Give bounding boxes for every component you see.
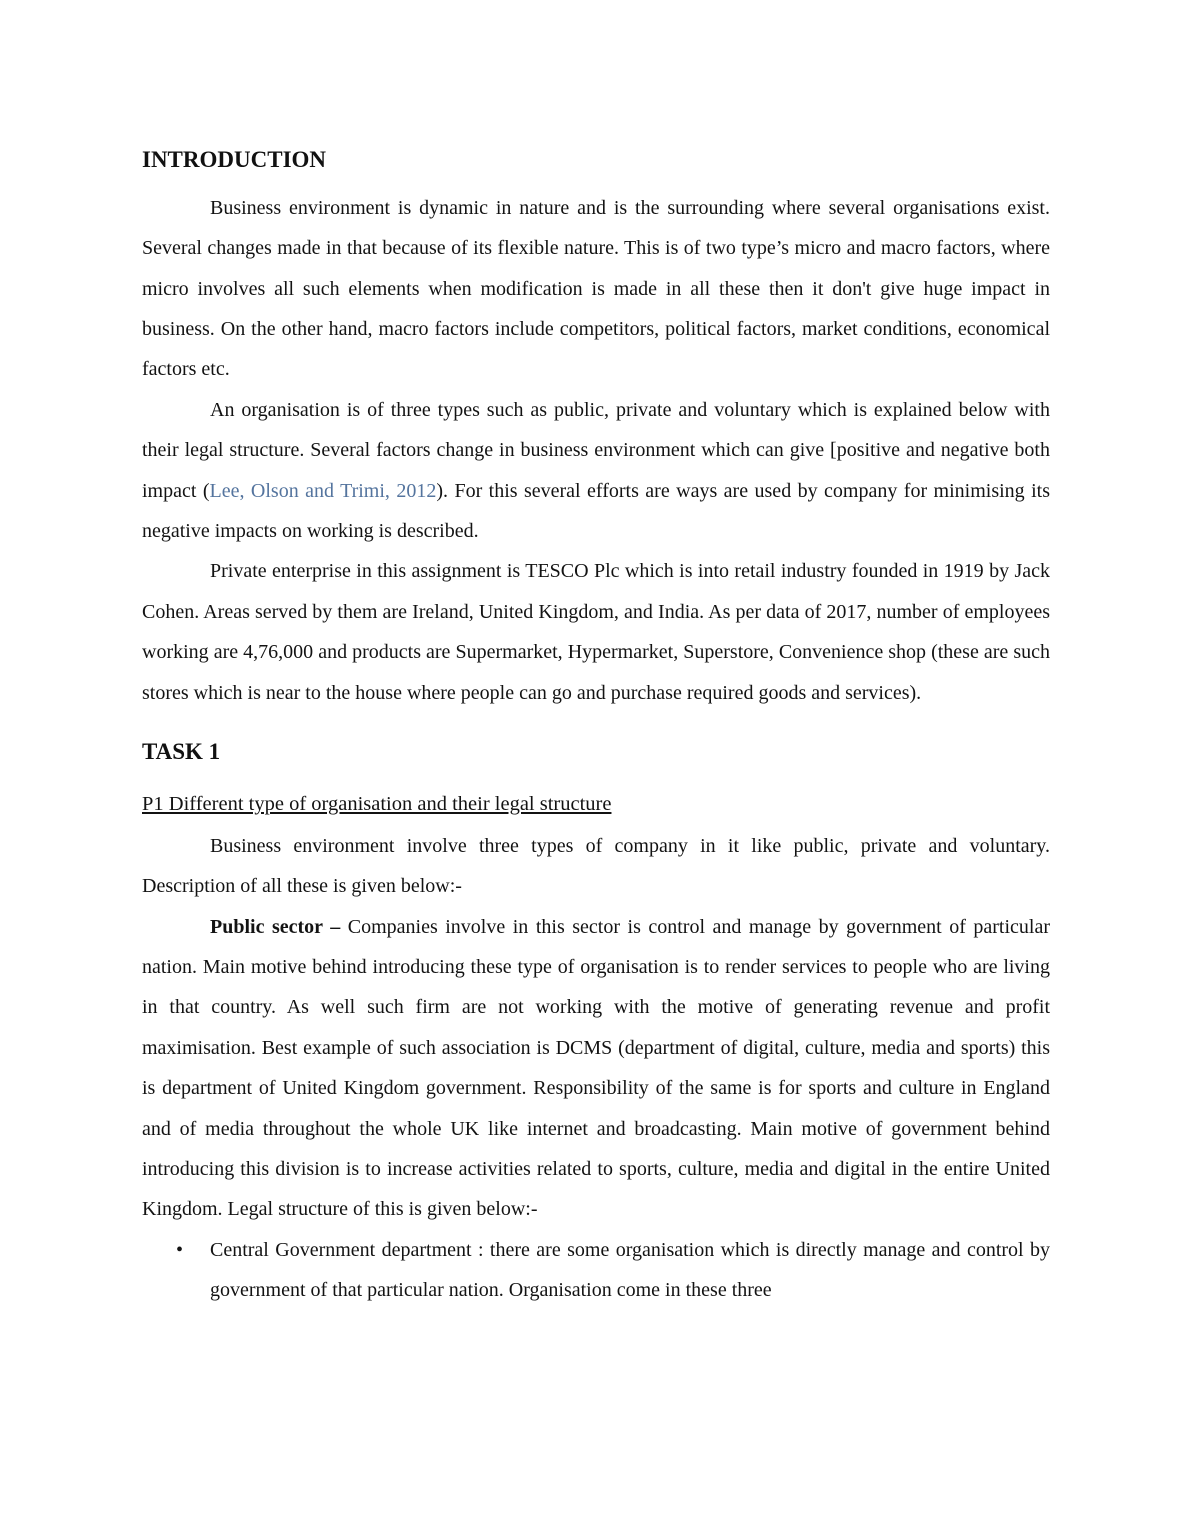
paragraph-text: ). For this several efforts are ways are used by company for minimising its negative impacts on working is described. [142,479,1050,542]
task1-subheading-p1: P1 Different type of organisation and their legal structure [142,792,612,815]
paragraph-text: Business environment involve three types of company in it like public, private and voluntary. Description of all these is given below:- [142,834,1050,898]
paragraph-text: Private enterprise in this assignment is TESCO Plc which is into retail industry founded in 1919 by Jack Cohen. Areas served by them are Ireland, United Kingdom, and India. As per data of 2017, number of employees working are 4,76,000 and products are Supermarket, Hypermarket, Superstore, Convenience shop (these are such stores which is near to the house where people can go and purchase required goods and services). [142,560,1050,704]
legal-structure-bullet-list [142,1230,1050,1311]
paragraph-text: An organisation is of three types such as public, private and voluntary which is explained below with their legal structure. Several factors change in business environment which can give [positive and negative both impact ( [142,398,1050,502]
bullet-icon: • [176,1238,184,1261]
citation-text: Lee, Olson and Trimi, 2012 [209,479,437,502]
task1-public-sector-paragraph [142,907,1050,1230]
introduction-paragraph-3 [142,551,1050,713]
introduction-heading: INTRODUCTION [142,147,327,172]
public-sector-label: Public sector – [210,915,348,938]
list-item [142,1230,1050,1311]
bullet-item-text: Central Government department : there are some organisation which is directly manage and control by government of that particular nation. Organisation come in these three [210,1238,1050,1302]
paragraph-text: Companies involve in this sector is control and manage by government of particular nation. Main motive behind introducing these type of organisation is to render services to people who are living in that country. As well such firm are not working with the motive of generating revenue and profit maximisation. Best example of such association is DCMS (department of digital, culture, media and sports) this is department of United Kingdom government. Responsibility of the same is for sports and culture in England and of media throughout the whole UK like internet and broadcasting. Main motive of government behind introducing this division is to increase activities related to sports, culture, media and digital in the entire United Kingdom. Legal structure of this is given below:- [142,915,1050,1221]
task1-paragraph-1 [142,826,1050,907]
task1-heading: TASK 1 [142,739,221,765]
paragraph-text: Business environment is dynamic in nature and is the surrounding where several organisations exist. Several changes made in that because of its flexible nature. This is of two type’s micro and macro factors, where micro involves all such elements when modification is made in all these then it don't give huge impact in business. On the other hand, macro factors include competitors, political factors, market conditions, economical factors etc. [142,196,1050,381]
introduction-paragraph-2 [142,390,1050,552]
introduction-paragraph-1 [142,188,1050,390]
